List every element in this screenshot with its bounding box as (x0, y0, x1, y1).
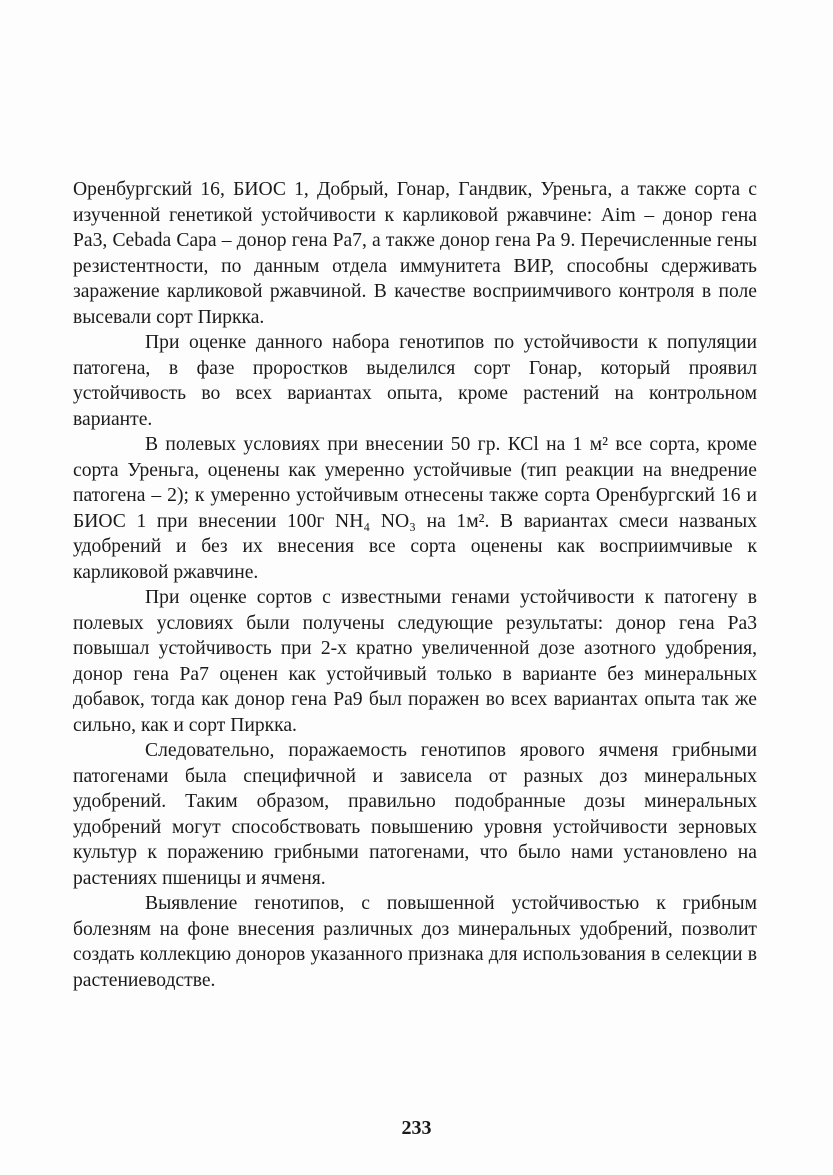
paragraph-continuation: Оренбургский 16, БИОС 1, Добрый, Гонар, Гандвик, Уреньга, а также сорта с изученной генетикой устойчивости к карликовой ржавчине: Aim – донор гена Pa3, Cebada Capa – донор гена Pa7, а также донор гена Pa 9. Перечисленные гены резистентности, по данным отдела иммунитета ВИР, способны сдерживать заражение карликовой ржавчиной. В качестве восприимчивого контроля в поле высевали сорт Пиркка. (73, 179, 757, 328)
page-number: 233 (401, 1117, 432, 1139)
paragraph-field-conditions: В полевых условиях при внесении 50 гр. КСl на 1 м² все сорта, кроме сорта Уреньга, оценены как умеренно устойчивые (тип реакции на внедрение патогена – 2); к умеренно устойчивым отнесены также сорта Оренбургский 16 и БИОС 1 при внесении 100г NH₄ NO₃ на 1м². В вариантах смеси названых удобрений и без их внесения все сорта оценены как восприимчивые к карликовой ржавчине. (73, 434, 757, 583)
body-text (73, 177, 757, 993)
paragraph-conclusion: Следовательно, поражаемость генотипов ярового ячменя грибными патогенами была специфичной и зависела от разных доз минеральных удобрений. Таким образом, правильно подобранные дозы минеральных удобрений могут способствовать повышению уровня устойчивости зерновых культур к поражению грибными патогенами, что было нами установлено на растениях пшеницы и ячменя. (73, 740, 757, 889)
paragraph-outlook: Выявление генотипов, с повышенной устойчивостью к грибным болезням на фоне внесения различных доз минеральных удобрений, позволит создать коллекцию доноров указанного признака для использования в селекции в растениеводстве. (73, 893, 757, 991)
paragraph-seedling-assessment: При оценке данного набора генотипов по устойчивости к популяции патогена, в фазе проростков выделился сорт Гонар, который проявил устойчивость во всех вариантах опыта, кроме растений на контрольном варианте. (73, 332, 757, 430)
paragraph-known-genes: При оценке сортов с известными генами устойчивости к патогену в полевых условиях были получены следующие результаты: донор гена Pa3 повышал устойчивость при 2-х кратно увеличенной дозе азотного удобрения, донор гена Pa7 оценен как устойчивый только в варианте без минеральных добавок, тогда как донор гена Pa9 был поражен во всех вариантах опыта так же сильно, как и сорт Пиркка. (73, 587, 757, 736)
